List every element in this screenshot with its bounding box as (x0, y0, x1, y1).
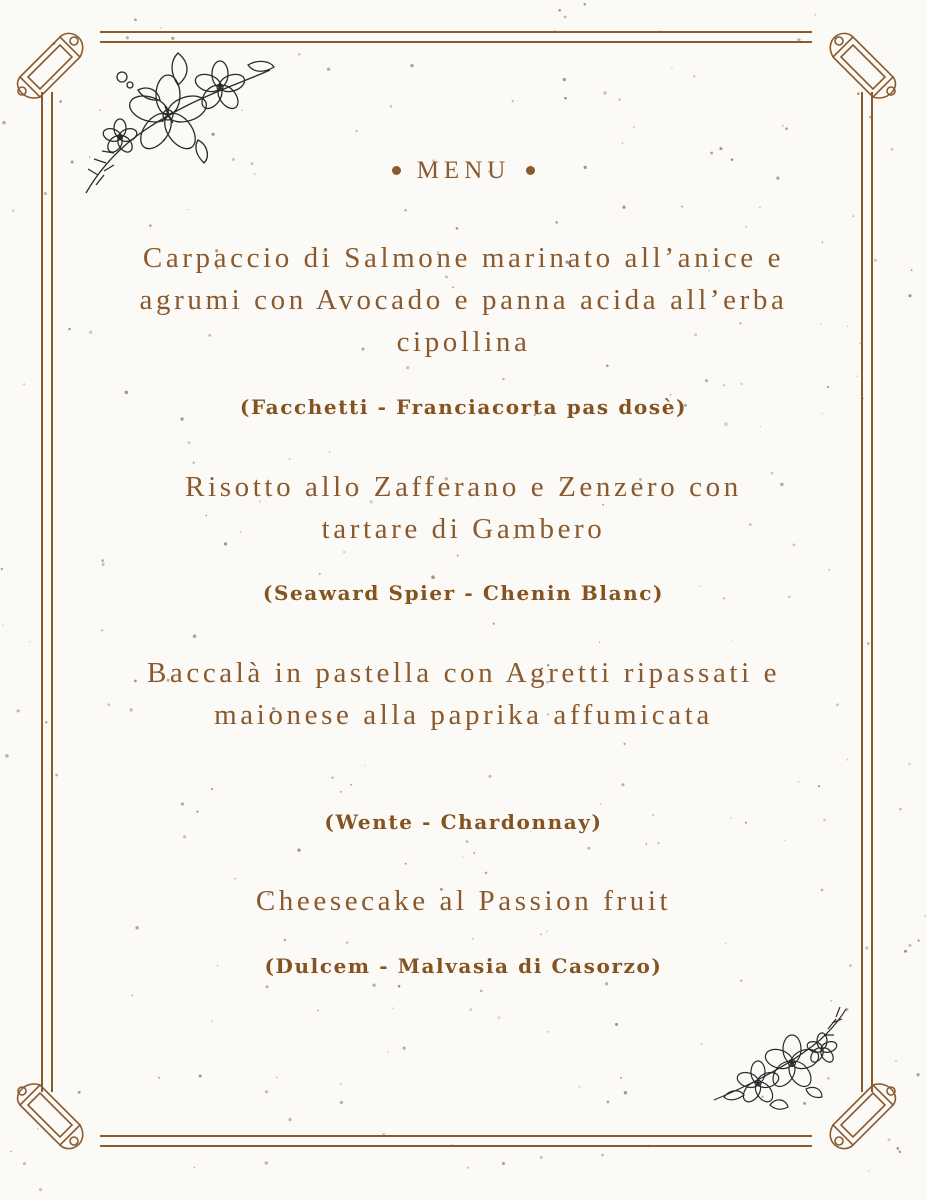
menu-courses (110, 0, 817, 1200)
course-3-dish: Baccalà in pastella con Agretti ripassati e maionese alla paprika affumicata (146, 657, 781, 731)
ornamental-corner-icon (830, 33, 895, 98)
course-2-dish: Risotto allo Zafferano e Zenzero con tartare di Gambero (185, 471, 742, 545)
course-3-wine: (Wente - Chardonnay) (324, 810, 603, 834)
course-1-wine: (Facchetti - Franciacorta pas dosè) (239, 395, 688, 419)
ornamental-corner-icon (18, 33, 83, 98)
course-1-dish: Carpaccio di Salmone marinato all’anice e agrumi con Avocado e panna acida all’erba cipollina (139, 242, 788, 358)
course-4-dish: Cheesecake al Passion fruit (255, 885, 672, 917)
ornamental-corner-icon (18, 1084, 83, 1149)
menu-title-text: MENU (416, 157, 511, 184)
course-2-wine: (Seaward Spier - Chenin Blanc) (262, 581, 665, 605)
course-4-wine: (Dulcem - Malvasia di Casorzo) (264, 954, 663, 978)
